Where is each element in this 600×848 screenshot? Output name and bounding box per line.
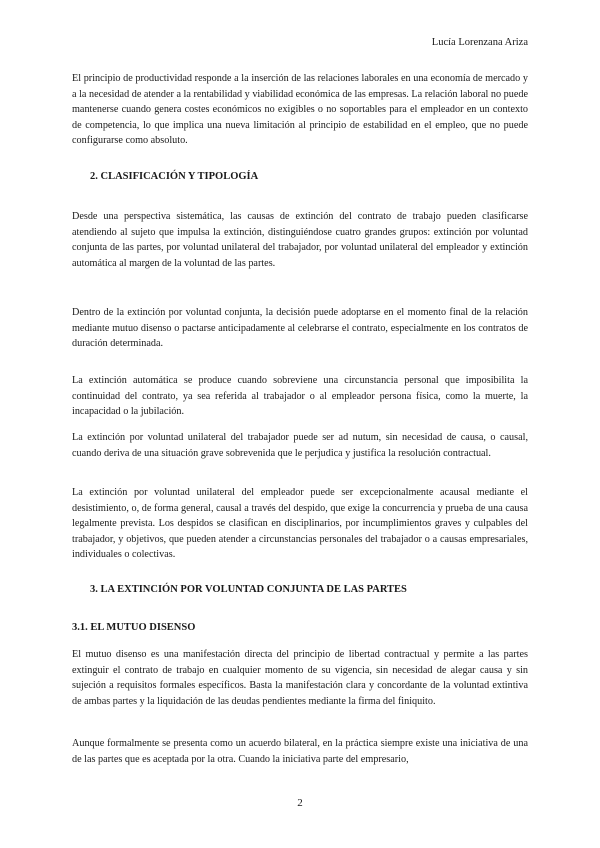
paragraph-voluntad-empleador: La extinción por voluntad unilateral del empleador puede ser excepcionalmente acausal mediante el desistimiento, o, de forma general, causal a través del despido, que exige la concurrencia y prueba de una causa legalmente prevista. Los despidos se clasifican en disciplinarios, por incumplimientos graves y culpables del trabajador, y objetivos, que pueden atender a circunstancias personales del trabajador o a causas empresariales, individuales o colectivas.	[72, 487, 528, 561]
paragraph-productividad: El principio de productividad responde a la inserción de las relaciones laborales en una economía de mercado y a la necesidad de atender a la rentabilidad y viabilidad económica de las empresas. La relación laboral no puede mantenerse cuando genera costes económicos no exigibles o no soportables para el empleador en un contexto de competencia, lo que implica una nueva limitación al principio de estabilidad en el empleo, que no puede configurarse como absoluto.	[72, 73, 528, 147]
paragraph-perspectiva: Desde una perspectiva sistemática, las causas de extinción del contrato de trabajo pueden clasificarse atendiendo al sujeto que impulsa la extinción, distinguiéndose cuatro grandes grupos: extinción por voluntad conjunta de las partes, por voluntad unilateral del trabajador, por voluntad unilateral del empleador y extinción automática al margen de la voluntad de las partes.	[72, 211, 528, 269]
heading-clasificacion: 2. CLASIFICACIÓN Y TIPOLOGÍA	[90, 171, 259, 182]
paragraph-extincion-automatica: La extinción automática se produce cuando sobreviene una circunstancia personal que imposibilita la continuidad del contrato, ya sea referida al trabajador o al empleador persona física, como la muerte, la incapacidad o la jubilación.	[72, 375, 528, 418]
paragraph-mutuo-disenso: El mutuo disenso es una manifestación directa del principio de libertad contractual y permite a las partes extinguir el contrato de trabajo en cualquier momento de su vigencia, sin necesidad de alegar causa y sin sujeción a requisitos formales específicos. Basta la manifestación clara y concordante de la voluntad extintiva de ambas partes y la liquidación de las deudas pendientes mediante la firma del finiquito.	[72, 649, 528, 707]
heading-extincion-conjunta: 3. LA EXTINCIÓN POR VOLUNTAD CONJUNTA DE LAS PARTES	[90, 584, 407, 595]
heading-mutuo-disenso: 3.1. EL MUTUO DISENSO	[72, 622, 196, 633]
paragraph-acuerdo-bilateral: Aunque formalmente se presenta como un acuerdo bilateral, en la práctica siempre existe una iniciativa de una de las partes que es aceptada por la otra. Cuando la iniciativa parte del empresario,	[72, 738, 528, 765]
paragraph-voluntad-conjunta: Dentro de la extinción por voluntad conjunta, la decisión puede adoptarse en el momento final de la relación mediante mutuo disenso o pactarse anticipadamente al celebrarse el contrato, especialmente en los contratos de duración determinada.	[72, 307, 528, 350]
paragraph-voluntad-trabajador: La extinción por voluntad unilateral del trabajador puede ser ad nutum, sin necesidad de causa, o causal, cuando deriva de una situación grave sobrevenida que le perjudica y justifica la resolución contractual.	[72, 432, 528, 459]
header-author: Lucía Lorenzana Ariza	[431, 37, 528, 48]
page-number: 2	[297, 797, 303, 809]
